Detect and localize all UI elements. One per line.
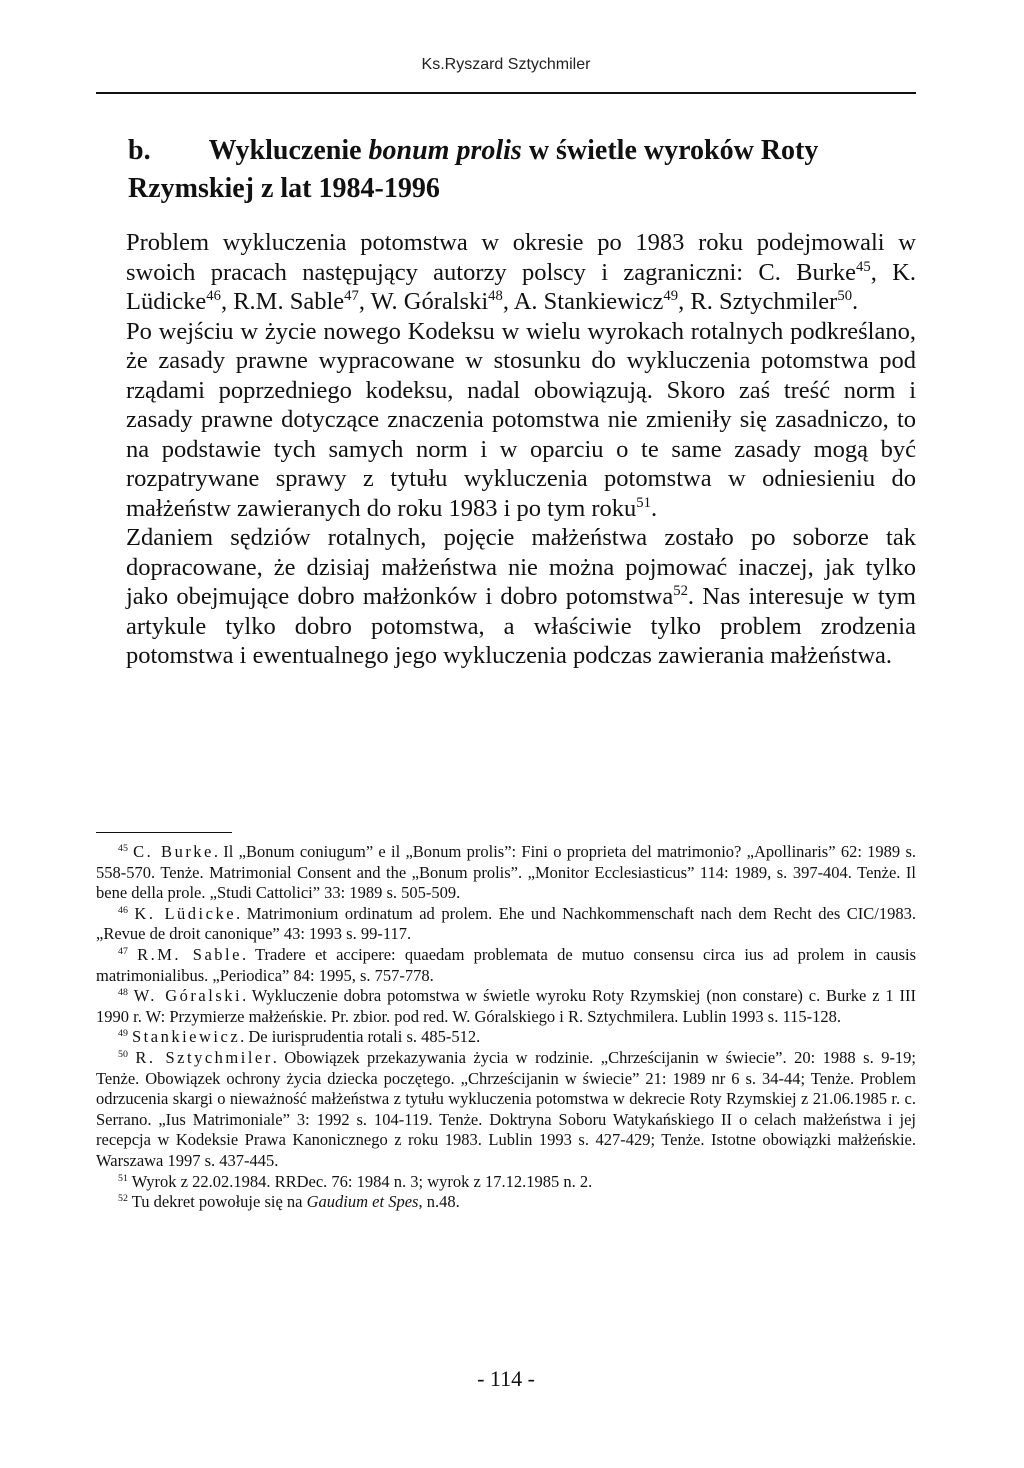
footnote-number: 51 (118, 1172, 128, 1184)
footnote-author: W. Góralski (133, 986, 243, 1006)
running-header: Ks.Ryszard Sztychmiler (421, 56, 591, 73)
body-text (126, 228, 916, 671)
text-run: , K. Lüdicke (126, 258, 916, 315)
footnote-author: Stankiewicz (132, 1027, 241, 1047)
paragraph-1 (126, 228, 916, 317)
text-run: , A. Stankiewicz (502, 288, 664, 315)
footnote-italic-title: Gaudium et Spes (306, 1192, 419, 1212)
footnote-text: . Il „Bonum coniugum” e il „Bonum prolis”: Fini o proprieta del matrimonio? „Apollinaris” 62: 1989 s. 558-570. Tenże. Matrimonial Consent and the „Bonum prolis”. „Monitor Ecclesiasticus” 114: 1989, s. 397-404. Tenże. Il bene della prole. „Studi Cattolici” 33: 1989 s. 505-509. (96, 842, 916, 903)
footnote-ref-51: 51 (636, 494, 651, 511)
footnote-text: . Tradere et accipere: quaedam problemata de mutuo consensu circa ius ad prolem in causis matrimonialibus. „Periodica” 84: 1995, s. 757-778. (96, 944, 917, 985)
header-rule (96, 92, 916, 94)
footnote-text: Tu dekret powołuje się na (131, 1192, 307, 1212)
footnote-48 (96, 986, 916, 1027)
footnote-ref-46: 46 (206, 288, 221, 305)
footnote-50 (96, 1048, 916, 1172)
footnote-52 (96, 1192, 916, 1213)
footnote-author: K. Lüdicke (134, 903, 237, 923)
footnote-49 (96, 1027, 916, 1048)
footnote-number: 50 (118, 1049, 128, 1060)
footnote-text: , n.48. (418, 1192, 460, 1212)
footnote-ref-48: 48 (488, 288, 503, 305)
footnote-number: 52 (118, 1193, 128, 1205)
footnote-51 (96, 1172, 916, 1193)
footnote-text: . De iurisprudentia rotali s. 485-512. (240, 1027, 481, 1047)
section-heading (128, 132, 908, 208)
footnote-ref-50: 50 (837, 288, 853, 305)
text-run: . (852, 288, 859, 315)
footnote-number: 49 (118, 1028, 128, 1040)
paragraph-2 (126, 317, 916, 524)
footnotes (96, 842, 916, 1213)
footnote-number: 45 (118, 843, 128, 855)
footnote-number: 46 (118, 904, 128, 916)
footnote-number: 47 (118, 946, 128, 958)
text-run: Problem wykluczenia potomstwa w okresie po 1983 roku podejmowali w swoich pracach następujący autorzy polscy i zagraniczni: C. Burke (126, 229, 916, 286)
footnote-ref-45: 45 (856, 258, 871, 275)
text-run: , W. Góralski (358, 288, 489, 315)
section-letter: b. (128, 135, 151, 166)
footnote-author: R.M. Sable (137, 944, 242, 964)
page-number: - 114 - (477, 1366, 535, 1391)
footnote-text: Wyrok z 22.02.1984. RRDec. 76: 1984 n. 3; wyrok z 17.12.1985 n. 2. (131, 1171, 593, 1191)
footnote-ref-52: 52 (673, 583, 688, 600)
text-run: Zdaniem sędziów rotalnych, pojęcie małżeństwa zostało po soborze tak dopracowane, że dzisiaj małżeństwa nie można pojmować inaczej, jak tylko jako obejmujące dobro małżonków i dobro potomstwa (126, 524, 916, 610)
text-run: , R.M. Sable (220, 288, 345, 315)
footnote-number: 48 (118, 987, 128, 999)
paragraph-3 (126, 523, 916, 671)
text-run: , R. Sztychmiler (678, 288, 838, 315)
text-run: . (650, 494, 658, 522)
footnote-46 (96, 904, 916, 945)
footnote-author: C. Burke (133, 842, 214, 861)
footnote-text: . Matrimonium ordinatum ad prolem. Ehe und Nachkommenschaft nach dem Recht des CIC/1983. „Revue de droit canonique” 43: 1993 s. 99-117. (96, 903, 917, 944)
heading-italic-term: bonum prolis (368, 135, 522, 166)
footnote-ref-47: 47 (344, 288, 359, 305)
footnote-text: . Obowiązek przekazywania życia w rodzinie. „Chrześcijanin w świecie”. 20: 1988 s. 9-19; Tenże. Obowiązek ochrony życia dziecka poczętego. „Chrześcijanin w świecie” 21: 1989 nr 6 s. 34-44; Tenże. Problem odrzucenia skargi o nieważność małżeństwa z tytułu wykluczenia potomstwa w dekrecie Roty Rzymskiej z 21.06.1985 r. c. Serrano. „Ius Matrimoniale” 3: 1992 s. 104-119. Tenże. Doktryna Soboru Watykańskiego II o celach małżeństwa i jej recepcja w Kodeksie Prawa Kanonicznego z roku 1983. Lublin 1993 s. 427-429; Tenże. Istotne obowiązki małżeńskie. Warszawa 1997 s. 437-445. (96, 1047, 917, 1170)
footnote-separator (96, 832, 232, 833)
heading-text-end: w świetle wyroków Roty Rzymskiej z lat 1984-1996 (128, 135, 819, 204)
footnote-45 (96, 842, 916, 904)
heading-text-start: Wykluczenie (208, 135, 369, 166)
footnote-text: . Wykluczenie dobra potomstwa w świetle wyroku Roty Rzymskiej (non constare) c. Burke z 1 III 1990 r. W: Przymierze małżeńskie. Pr. zbior. pod red. W. Góralskiego i R. Sztychmilera. Lublin 1993 s. 115-128. (96, 986, 916, 1026)
footnote-author: R. Sztychmiler (135, 1047, 273, 1067)
text-run: . Nas interesuje w tym artykule tylko dobro potomstwa, a właściwie tylko problem zrodzenia potomstwa i ewentualnego jego wykluczenia podczas zawierania małżeństwa. (126, 583, 916, 669)
footnote-ref-49: 49 (663, 288, 679, 305)
footnote-47 (96, 945, 916, 986)
text-run: Po wejściu w życie nowego Kodeksu w wielu wyrokach rotalnych podkreślano, że zasady prawne wypracowane w stosunku do wykluczenia potomstwa pod rządami poprzedniego kodeksu, nadal obowiązują. Skoro zaś treść norm i zasady prawne dotyczące znaczenia potomstwa nie zmieniły się zasadniczo, to na podstawie tych samych norm i w oparciu o te same zasady mogą być rozpatrywane sprawy z tytułu wykluczenia potomstwa w odniesieniu do małżeństw zawieranych do roku 1983 i po tym roku (126, 317, 916, 522)
